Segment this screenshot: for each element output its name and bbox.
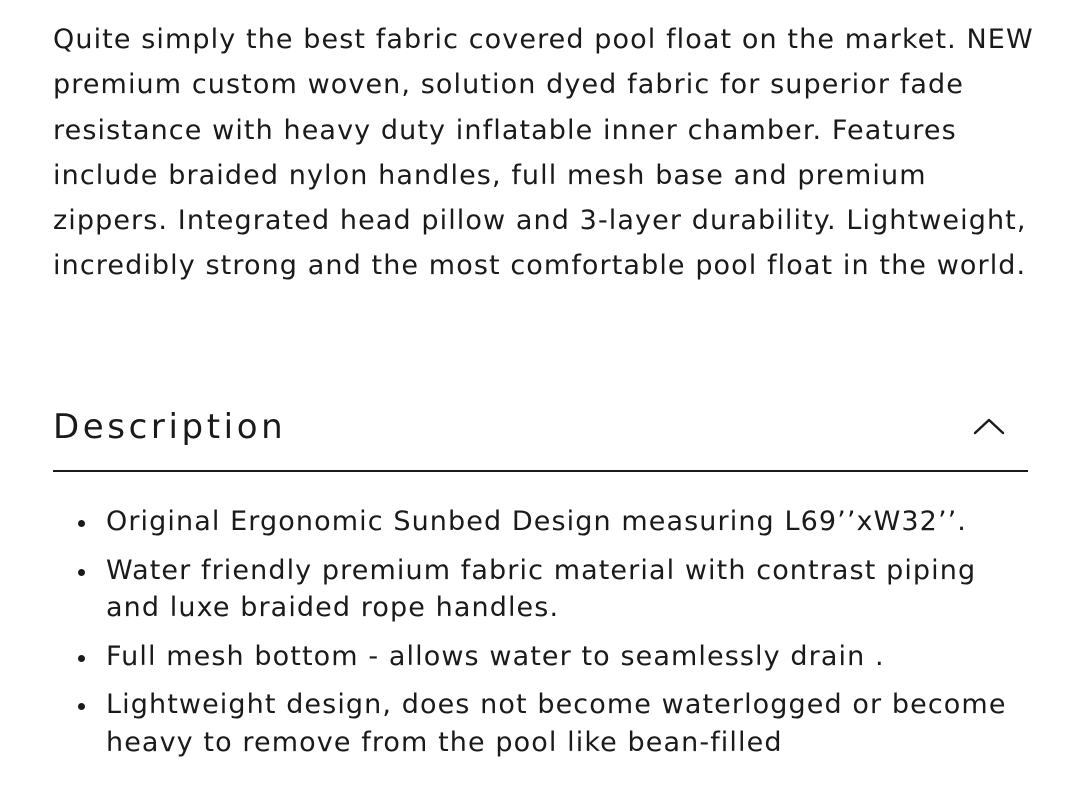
bullet-dot (78, 655, 85, 662)
description-bullet-list (0, 503, 1080, 772)
bullet-item (0, 686, 1080, 761)
chevron-up-icon[interactable] (972, 415, 1006, 437)
bullet-text: Full mesh bottom - allows water to seamlessly drain . (106, 640, 885, 672)
bullet-text: Original Ergonomic Sunbed Design measuring L69’’xW32’’. (106, 506, 967, 537)
bullet-dot (78, 569, 85, 576)
description-accordion-header[interactable] (53, 395, 1028, 472)
bullet-item (0, 552, 1080, 627)
bullet-text: Water friendly premium fabric material with contrast piping and luxe braided rope handles. (106, 554, 977, 623)
bullet-item (0, 638, 1080, 676)
bullet-dot (78, 703, 85, 710)
description-heading: Description (53, 407, 287, 447)
bullet-dot (78, 520, 85, 527)
bullet-text: Lightweight design, does not become waterlogged or become heavy to remove from the pool like bean-filled (106, 689, 1007, 758)
product-intro-text: Quite simply the best fabric covered pool float on the market. NEW premium custom woven, solution dyed fabric for superior fade resistance with heavy duty inflatable inner chamber. Features include braided nylon handles, full mesh base and premium zippers. Integrated head pillow and 3-layer durability. Lightweight, incredibly strong and the most comfortable pool float in the world. (53, 24, 1034, 282)
bullet-item (0, 503, 1080, 541)
